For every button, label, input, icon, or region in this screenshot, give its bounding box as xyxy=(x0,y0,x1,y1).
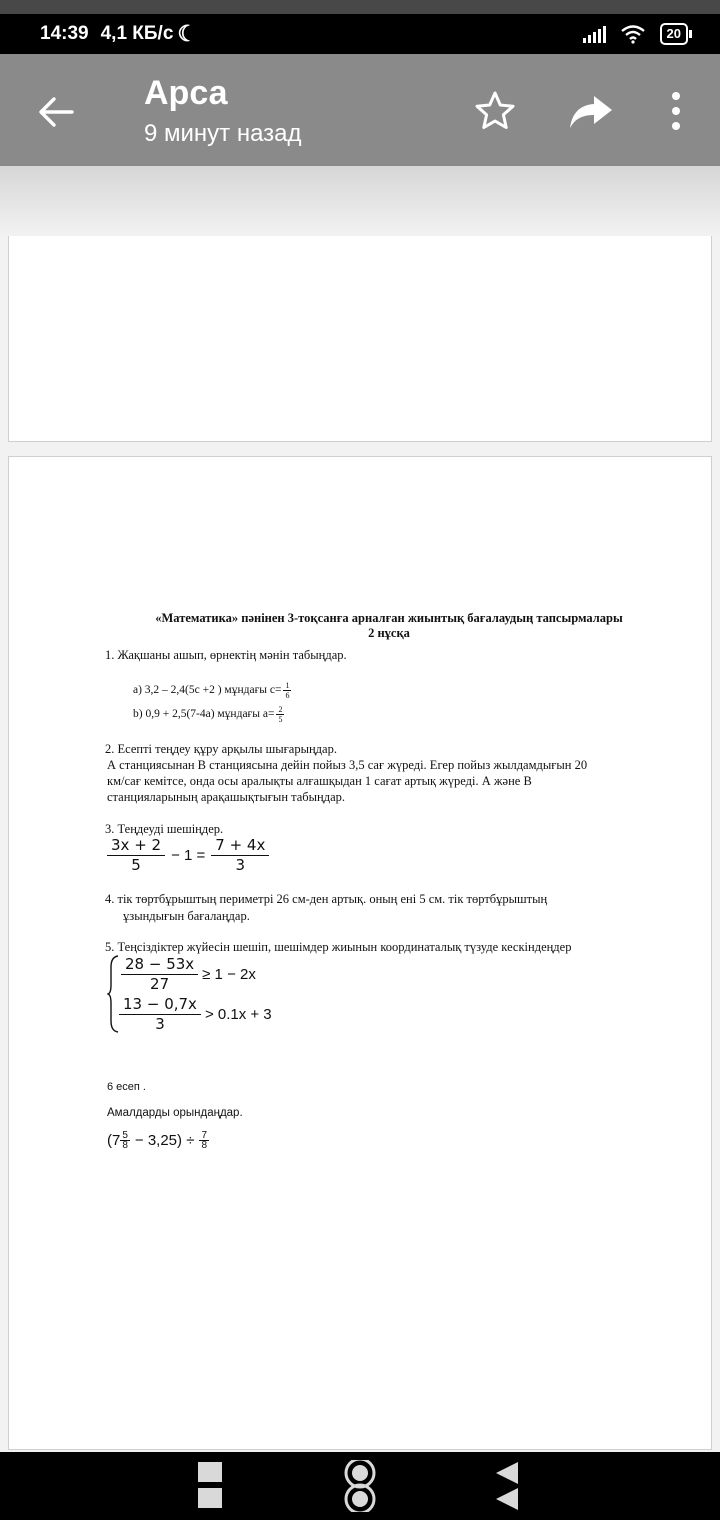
toolbar-shadow xyxy=(0,166,720,236)
task6-mixed-fraction xyxy=(120,1131,130,1150)
task1-b-denominator: 5 xyxy=(278,715,283,724)
status-bar xyxy=(0,14,720,54)
wifi-icon xyxy=(620,24,646,44)
task1-a xyxy=(133,681,293,700)
battery-icon xyxy=(660,23,688,45)
recent-apps-icon[interactable] xyxy=(198,1462,222,1510)
do-not-disturb-icon: ☾ xyxy=(177,21,198,46)
document-variant: 2 нұсқа xyxy=(368,626,410,640)
task3-lhs-fraction xyxy=(107,836,165,875)
status-icons xyxy=(583,23,688,45)
task4-line2: ұзындығын бағалаңдар. xyxy=(123,909,250,923)
task1-a-denominator: 6 xyxy=(285,691,290,700)
more-options-icon[interactable] xyxy=(662,90,690,132)
task2-line1: А станциясынан В станциясына дейін пойыз 3,5 сағ жүреді. Егер пойыз жылдамдығын 20 xyxy=(107,758,588,772)
task6-mixed-numerator: 5 xyxy=(122,1130,128,1141)
task5-ineq2-rhs: > 0.1x + 3 xyxy=(204,1005,272,1023)
task3-label: 3. Теңдеуді шешіңдер. xyxy=(105,822,224,836)
task5-ineq2-numerator: 13 − 0,7x xyxy=(119,995,201,1015)
status-bar-shadow xyxy=(0,0,720,14)
task6-instruction: Амалдарды орындаңдар. xyxy=(107,1107,243,1119)
task3-rhs-denominator: 3 xyxy=(235,856,246,874)
task6-divisor-denominator: 8 xyxy=(201,1140,207,1151)
task1-a-numerator: 1 xyxy=(285,681,290,690)
task5-ineq2-fraction xyxy=(119,995,201,1034)
back-arrow-icon[interactable] xyxy=(36,92,76,132)
task3-lhs-denominator: 5 xyxy=(131,856,141,874)
task1-b-text: b) 0,9 + 2,5(7-4a) мұндағы a= xyxy=(133,708,275,721)
task6-label: 6 есеп . xyxy=(107,1081,146,1093)
document-title-line1: «Математика» пәнінен 3-тоқсанға арналған жиынтық бағалаудың тапсырмалары xyxy=(155,611,623,625)
task3-rhs-fraction xyxy=(211,836,269,875)
home-icon[interactable] xyxy=(340,1460,380,1512)
task4-line1: 4. тік төртбұрыштың периметрі 26 см-ден артық. оның ені 5 см. тік төртбұрыштың xyxy=(105,892,548,906)
task5-label: 5. Теңсіздіктер жүйесін шешіп, шешімдер жиынын координаталық түзуде кескіндеңдер xyxy=(105,940,572,954)
back-triangle-icon[interactable] xyxy=(492,1462,520,1510)
task1-b-numerator: 2 xyxy=(278,705,283,714)
document-page[interactable] xyxy=(8,456,712,1450)
document-title xyxy=(109,611,669,641)
sent-time: 9 минут назад xyxy=(144,120,302,147)
sender-name: Арса xyxy=(144,74,228,112)
task6-open: (7 xyxy=(107,1131,121,1149)
task6-expression xyxy=(107,1131,211,1150)
signal-icon xyxy=(583,25,606,43)
network-speed-text: 4,1 КБ/с xyxy=(100,23,174,44)
task3-equation xyxy=(105,836,271,875)
task5-ineq1-fraction xyxy=(121,955,198,994)
status-time: 14:39 xyxy=(40,23,89,44)
task6-middle: − 3,25) ÷ xyxy=(134,1131,195,1149)
task5-inequality1 xyxy=(119,955,256,994)
task1-label: 1. Жақшаны ашып, өрнектің мәнін табыңдар. xyxy=(105,648,347,662)
task2-line2: км/сағ кемітсе, онда осы аралықты алғашқыдан 1 сағат артық жүреді. А және В xyxy=(107,774,532,788)
network-speed xyxy=(101,21,198,47)
task5-ineq1-denominator: 27 xyxy=(150,975,170,993)
task1-b xyxy=(133,705,286,724)
task6-mixed-denominator: 8 xyxy=(122,1140,128,1151)
task2-label: 2. Есепті теңдеу құру арқылы шығарыңдар. xyxy=(105,742,337,756)
task2-line3: станцияларының арақашықтығын табыңдар. xyxy=(107,790,346,804)
battery-level: 20 xyxy=(666,26,681,41)
navigation-bar xyxy=(0,1452,720,1520)
task5-ineq1-numerator: 28 − 53x xyxy=(121,955,198,975)
task5-ineq2-denominator: 3 xyxy=(155,1015,165,1033)
task6-divisor-numerator: 7 xyxy=(201,1130,207,1141)
task5-ineq1-rhs: ≥ 1 − 2x xyxy=(202,965,256,983)
task1-a-text: a) 3,2 – 2,4(5c +2 ) мұндағы c= xyxy=(133,684,282,697)
task3-rhs-numerator: 7 + 4x xyxy=(211,836,269,856)
task3-middle: − 1 = xyxy=(171,846,206,864)
task1-a-fraction xyxy=(283,681,291,700)
star-icon[interactable] xyxy=(474,90,516,132)
task1-b-fraction xyxy=(276,705,284,724)
task6-divisor-fraction xyxy=(199,1131,209,1150)
viewer-toolbar xyxy=(0,54,720,166)
task5-inequality2 xyxy=(117,995,272,1034)
task3-lhs-numerator: 3x + 2 xyxy=(107,836,165,856)
forward-icon[interactable] xyxy=(568,92,614,132)
